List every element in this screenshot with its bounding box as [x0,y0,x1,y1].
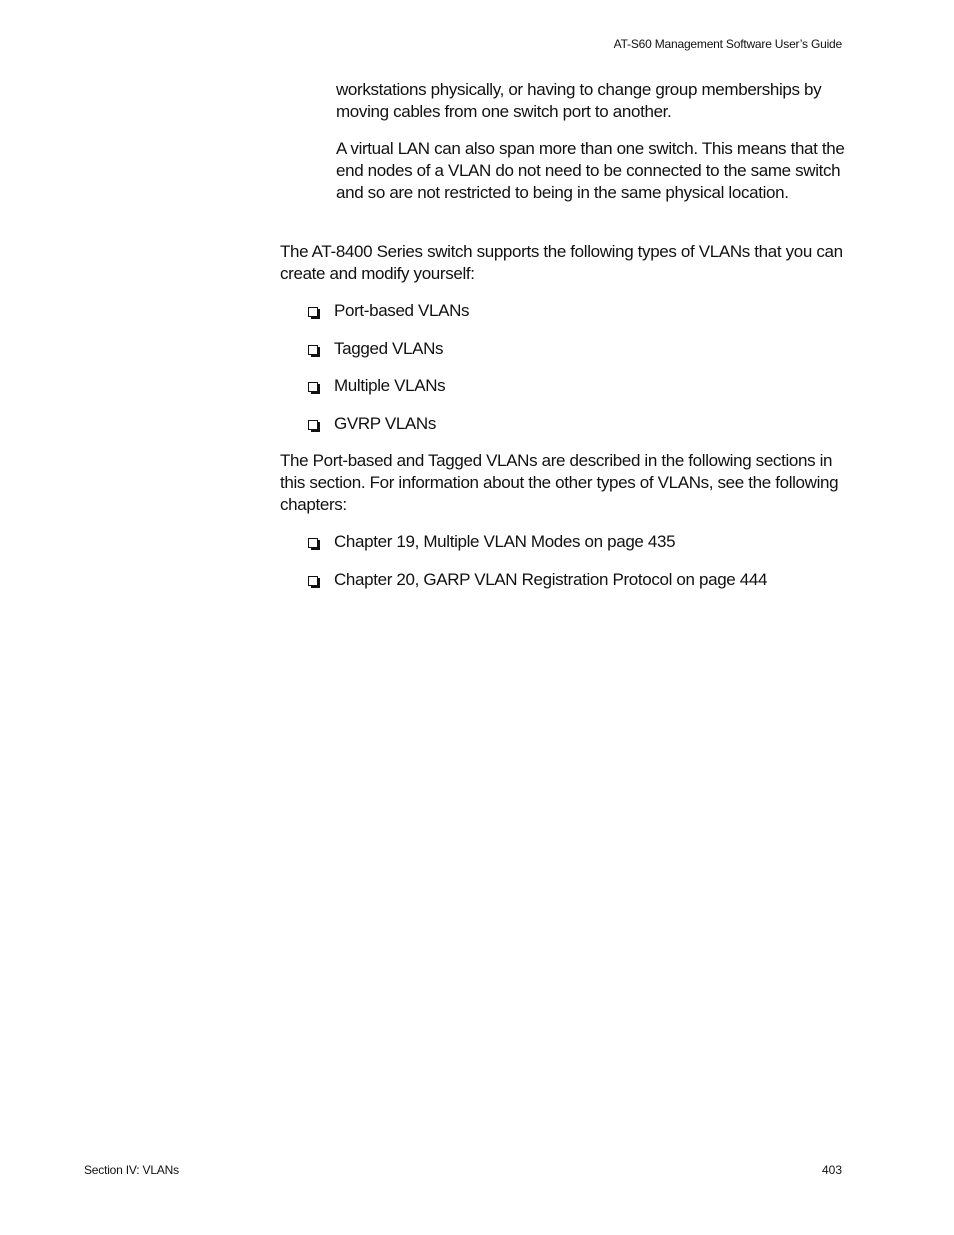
paragraph-sections-info: The Port-based and Tagged VLANs are described in the following sections in this section. For information about the other types of VLANs, see the following chapters: [280,451,839,514]
checkbox-square-icon [308,307,318,317]
paragraph-span-switches: A virtual LAN can also span more than one switch. This means that the end nodes of a VLAN do not need to be connected to the same switch and so are not restricted to being in the same physical location. [336,139,845,202]
checkbox-square-icon [308,382,318,392]
checkbox-square-icon [308,420,318,430]
checkbox-square-icon [308,345,318,355]
list-item-vlan-type [308,338,443,360]
list-item-label: Port-based VLANs [334,301,470,320]
checkbox-square-icon [308,538,318,548]
list-item-vlan-type [308,300,469,322]
list-item-label: GVRP VLANs [334,414,437,433]
list-item-label: Multiple VLANs [334,376,446,395]
page-header-title: AT-S60 Management Software User’s Guide [613,37,842,51]
checkbox-square-icon [308,576,318,586]
list-item-label: Tagged VLANs [334,339,444,358]
list-item-vlan-type [308,375,445,397]
list-item-label: Chapter 19, Multiple VLAN Modes on page 435 [334,532,676,551]
footer-page-number: 403 [821,1163,842,1177]
list-item-chapter-ref [308,569,767,591]
paragraph-vlan-types-intro: The AT-8400 Series switch supports the following types of VLANs that you can create and modify yourself: [280,242,843,283]
paragraph-continued: workstations physically, or having to change group memberships by moving cables from one switch port to another. [336,80,822,121]
list-item-vlan-type [308,413,436,435]
list-item-chapter-ref [308,531,675,553]
footer-section-label: Section IV: VLANs [84,1163,179,1177]
list-item-label: Chapter 20, GARP VLAN Registration Protocol on page 444 [334,570,768,589]
